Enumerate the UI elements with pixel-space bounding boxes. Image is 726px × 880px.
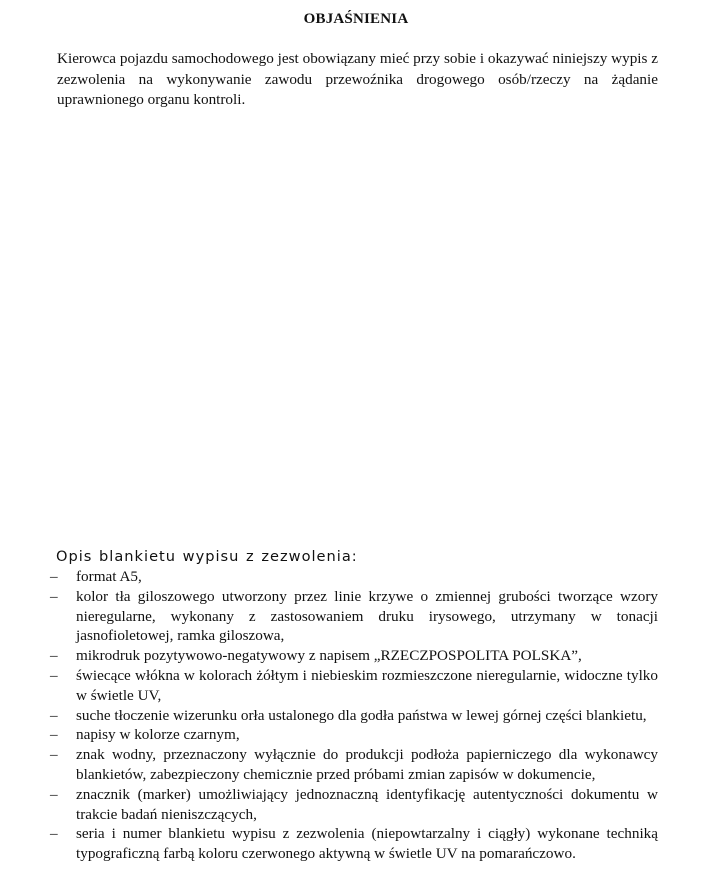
list-item-text: suche tłoczenie wizerunku orła ustalonego dla godła państwa w lewej górnej części blankietu, xyxy=(76,706,647,724)
dash-bullet: – xyxy=(50,726,58,744)
list-item xyxy=(50,567,658,587)
dash-bullet: – xyxy=(50,666,58,684)
list-item xyxy=(50,666,658,706)
blank-description-section xyxy=(50,547,658,864)
intro-paragraph: Kierowca pojazdu samochodowego jest obowiązany mieć przy sobie i okazywać niniejszy wypis z zezwolenia na wykonywanie zawodu przewoźnika drogowego osób/rzeczy na żądanie uprawnionego organu kontroli. xyxy=(57,50,658,108)
dash-bullet: – xyxy=(50,706,58,724)
list-item xyxy=(50,725,658,745)
description-list xyxy=(50,567,658,864)
dash-bullet: – xyxy=(50,587,58,605)
list-item xyxy=(50,706,658,726)
list-item xyxy=(50,824,658,864)
dash-bullet: – xyxy=(50,785,58,803)
list-item xyxy=(50,785,658,825)
list-item-text: format A5, xyxy=(76,568,142,585)
list-item xyxy=(50,745,658,785)
list-item-text: seria i numer blankietu wypisu z zezwolenia (niepowtarzalny i ciągły) wykonane techniką typograficzną farbą koloru czerwonego aktywną w świetle UV na pomarańczowo. xyxy=(76,825,658,863)
dash-bullet: – xyxy=(50,647,58,665)
dash-bullet: – xyxy=(50,825,58,843)
list-item xyxy=(50,587,658,646)
list-item-text: świecące włókna w kolorach żółtym i niebieskim rozmieszczone nieregularnie, widoczne tylko w świetle UV, xyxy=(76,666,658,704)
list-item-text: mikrodruk pozytywowo-negatywowy z napisem „RZECZPOSPOLITA POLSKA”, xyxy=(76,647,582,665)
dash-bullet: – xyxy=(50,746,58,764)
list-item xyxy=(50,646,658,666)
list-item-text: kolor tła giloszowego utworzony przez linie krzywe o zmiennej grubości tworzące wzory nieregularne, wykonany z zastosowaniem druku irysowego, utrzymany w tonacji jasnofioletowej, ramka giloszowa, xyxy=(76,587,658,645)
list-item-text: znacznik (marker) umożliwiający jednoznaczną identyfikację autentyczności dokumentu w trakcie badań nieniszczących, xyxy=(76,785,658,823)
list-item-text: napisy w kolorze czarnym, xyxy=(76,726,240,744)
description-heading: Opis blankietu wypisu z zezwolenia: xyxy=(56,548,358,565)
list-item-text: znak wodny, przeznaczony wyłącznie do produkcji podłoża papierniczego dla wykonawcy blankietów, zabezpieczony chemicznie przed próbami zmian zapisów w dokumencie, xyxy=(76,746,658,783)
document-title: OBJAŚNIENIA xyxy=(303,11,409,27)
dash-bullet: – xyxy=(50,568,58,585)
